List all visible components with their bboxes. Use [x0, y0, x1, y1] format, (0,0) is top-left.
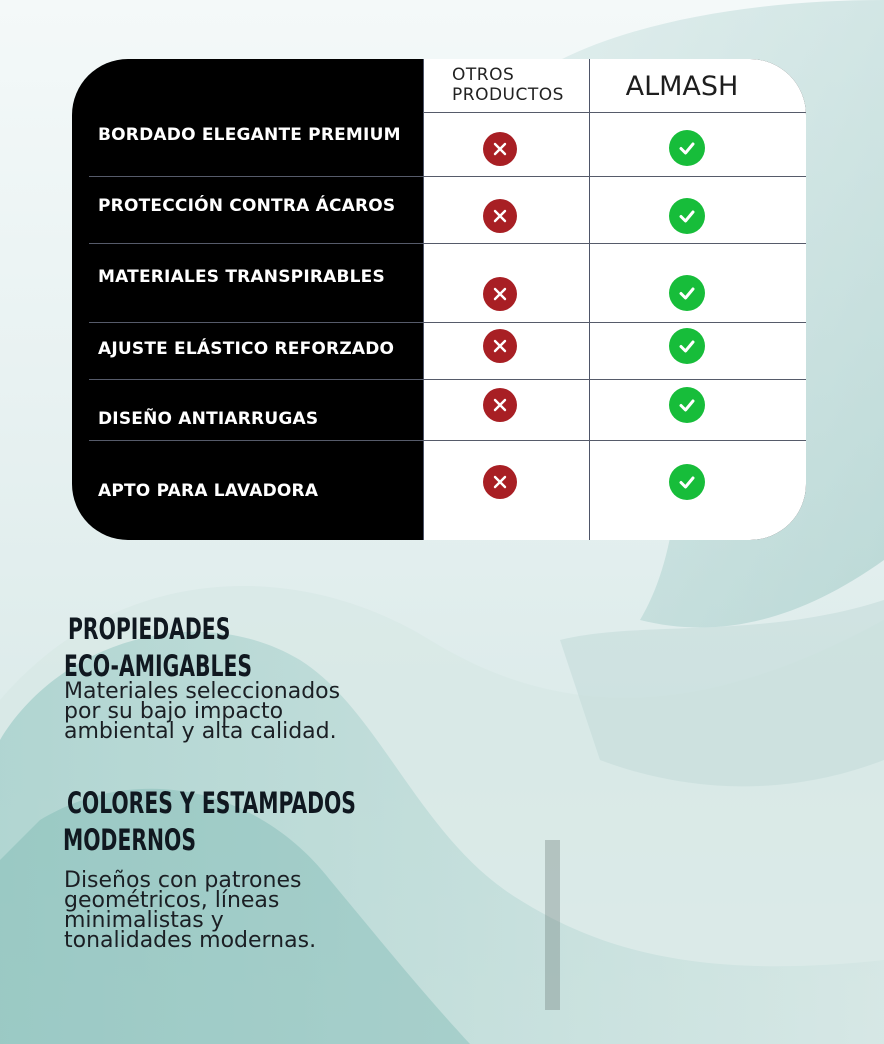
x-icon	[483, 277, 517, 311]
section-title: ECO-AMIGABLES	[64, 649, 253, 683]
section-title: COLORES Y ESTAMPADOS	[67, 786, 356, 820]
row-divider	[89, 176, 806, 177]
check-icon	[669, 387, 705, 423]
column-header-brand: ALMASH	[625, 71, 739, 102]
feature-label: AJUSTE ELÁSTICO REFORZADO	[98, 339, 395, 359]
x-icon	[483, 329, 517, 363]
row-divider	[89, 379, 806, 380]
section-title: PROPIEDADES	[68, 612, 231, 646]
check-icon	[669, 130, 705, 166]
section-body: Materiales seleccionados por su bajo impacto ambiental y alta calidad.	[64, 679, 341, 744]
column-header-others: OTROS PRODUCTOS	[452, 65, 564, 105]
comparison-columns-panel	[423, 59, 806, 540]
x-icon	[483, 388, 517, 422]
column-divider	[589, 59, 590, 540]
section-body: Diseños con patrones geométricos, líneas minimalistas y tonalidades modernas.	[64, 868, 317, 953]
check-icon	[669, 464, 705, 500]
feature-label: PROTECCIÓN CONTRA ÁCAROS	[98, 196, 396, 216]
feature-label: APTO PARA LAVADORA	[98, 481, 319, 501]
feature-label: MATERIALES TRANSPIRABLES	[98, 267, 385, 287]
check-icon	[669, 198, 705, 234]
column-divider	[423, 59, 424, 540]
row-divider	[89, 243, 806, 244]
comparison-table	[72, 59, 806, 540]
feature-label: BORDADO ELEGANTE PREMIUM	[98, 125, 401, 145]
check-icon	[669, 328, 705, 364]
row-divider	[89, 322, 806, 323]
x-icon	[483, 465, 517, 499]
x-icon	[483, 132, 517, 166]
x-icon	[483, 199, 517, 233]
section-title: MODERNOS	[63, 823, 197, 857]
header-divider	[423, 112, 806, 113]
feature-label: DISEÑO ANTIARRUGAS	[98, 409, 319, 429]
check-icon	[669, 275, 705, 311]
row-divider	[89, 440, 806, 441]
